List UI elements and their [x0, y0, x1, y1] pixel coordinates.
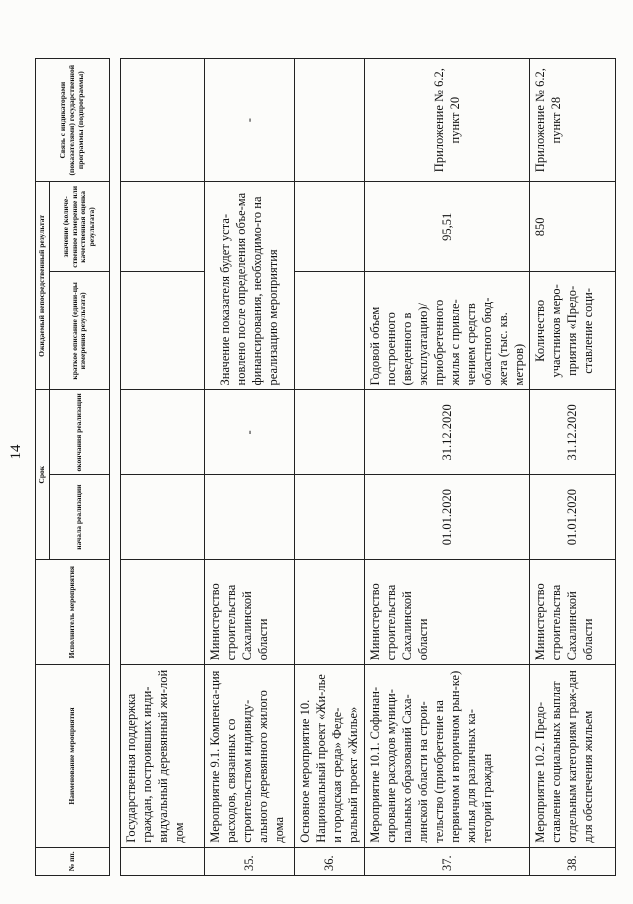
- row-end: 31.12.2020: [364, 390, 529, 475]
- row-link: [294, 59, 364, 182]
- row-name: Основное мероприятие 10. Национальный проект «Жи-лье и городская среда» Феде-ральный проект «Жилье»: [294, 665, 364, 847]
- row-desc: [120, 272, 204, 390]
- row-start: [294, 475, 364, 560]
- table-row: [204, 59, 294, 876]
- page-number: 14: [8, 444, 24, 460]
- row-desc: Количество участников меро-приятия «Предо-ставление соци-: [529, 272, 615, 390]
- row-name: Мероприятие 9.1. Компенса-ция расходов, связанных со строительством индивиду-ального деревянного жилого дома: [204, 665, 294, 847]
- header-term: Срок: [36, 390, 50, 560]
- row-value: [294, 182, 364, 272]
- row-name: Мероприятие 10.1. Софинан-сирование расходов муници-пальных образований Саха-линской области на строи-тельство (приобретение на первичном и вторичном рын-ке) жилья для различных ка-тегорий граждан: [364, 665, 529, 847]
- row-value: [120, 182, 204, 272]
- row-link: Приложение № 6.2, пункт 28: [529, 59, 615, 182]
- row-name: Мероприятие 10.2. Предо-ставление социальных выплат отдельным категориям граж-дан для обеспечения жильем: [529, 665, 615, 847]
- row-name: Государственная поддержка граждан, построивших инди-видуальный деревянный жи-лой дом: [120, 665, 204, 847]
- row-end: 31.12.2020: [529, 390, 615, 475]
- measures-table: [35, 58, 616, 876]
- table-row: [294, 59, 364, 876]
- row-link: Приложение № 6.2, пункт 20: [364, 59, 529, 182]
- row-start: [120, 475, 204, 560]
- row-desc-merged: Значение показателя будет уста-новлено после определения объе-ма финансирования, необходимо-го на реализацию мероприятия: [204, 182, 294, 390]
- row-start: 01.01.2020: [364, 475, 529, 560]
- row-num: [120, 847, 204, 875]
- header-result: Ожидаемый непосредственный результат: [36, 182, 50, 390]
- header-result-desc: краткое описание (едини-цы измерения результата): [49, 272, 109, 390]
- table-row: [364, 59, 529, 876]
- header-link: Связь с индикаторами (показателями) государственной программы (подпрограммы): [36, 59, 110, 182]
- header-result-value: значение (количе-ственное измерение или качественная оценка результата): [49, 182, 109, 272]
- header-term-end: окончания реализации: [49, 390, 109, 475]
- table-row: [120, 59, 204, 876]
- row-executor: [294, 560, 364, 665]
- gap-row: [109, 59, 120, 876]
- row-desc: Годовой объем построенного (введенного в эксплуатацию)/ приобретенного жилья с привле-чением средств областного бюд-жета (тыс. кв. метров): [364, 272, 529, 390]
- row-start: [204, 475, 294, 560]
- table-row: [529, 59, 615, 876]
- row-num: 37.: [364, 847, 529, 875]
- row-num: 36.: [294, 847, 364, 875]
- row-executor: Министерство строительства Сахалинской области: [364, 560, 529, 665]
- row-desc: [294, 272, 364, 390]
- row-end: [294, 390, 364, 475]
- row-end: [120, 390, 204, 475]
- row-end: -: [204, 390, 294, 475]
- row-executor: Министерство строительства Сахалинской области: [204, 560, 294, 665]
- row-link: -: [204, 59, 294, 182]
- header-name: Наименование мероприятия: [36, 665, 110, 847]
- row-num: 38.: [529, 847, 615, 875]
- header-term-start: начала реализации: [49, 475, 109, 560]
- row-value: 850: [529, 182, 615, 272]
- row-value: 95,51: [364, 182, 529, 272]
- row-executor: [120, 560, 204, 665]
- row-start: 01.01.2020: [529, 475, 615, 560]
- header-num: № пп.: [36, 847, 110, 875]
- row-link: [120, 59, 204, 182]
- row-executor: Министерство строительства Сахалинской области: [529, 560, 615, 665]
- row-num: 35.: [204, 847, 294, 875]
- header-row: [36, 59, 50, 876]
- header-executor: Исполнитель мероприятия: [36, 560, 110, 665]
